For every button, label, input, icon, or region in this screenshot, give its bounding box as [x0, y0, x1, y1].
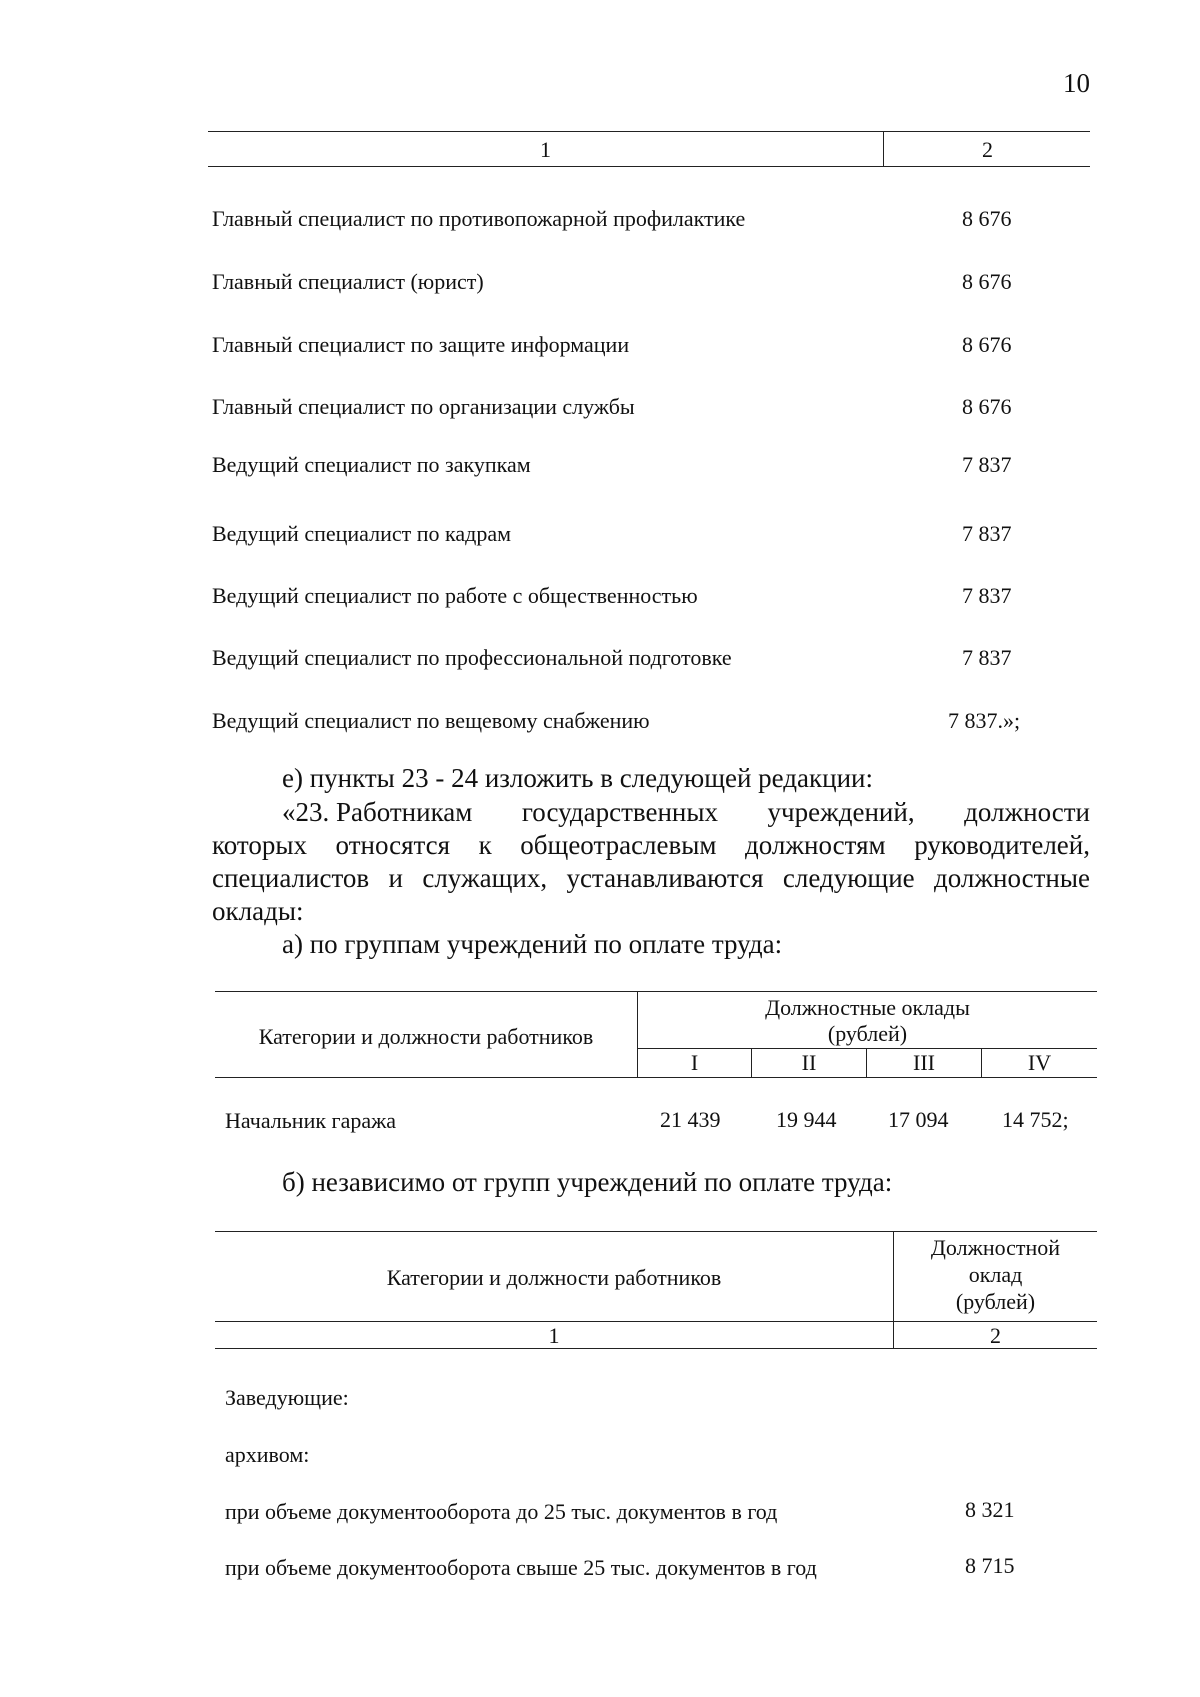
table3-row-value: 8 715 [965, 1553, 1015, 1578]
word: государственных [521, 797, 719, 827]
table3-header-rule [215, 1321, 1097, 1322]
paragraph-23-line-4: оклады: [212, 896, 304, 926]
table1-row-name: Ведущий специалист по работе с общественностью [212, 583, 698, 608]
table1-row-value: 7 837 [962, 583, 1012, 608]
table2-salary-unit: (рублей) [827, 1021, 908, 1046]
table2-row-value: 14 752; [1002, 1107, 1069, 1132]
table2-row-value: 19 944 [776, 1107, 837, 1132]
table2-group-header: IV [1027, 1050, 1052, 1075]
table1-row-name: Ведущий специалист по кадрам [212, 521, 512, 546]
table3-row-name: при объеме документооборота свыше 25 тыс. документов в год [225, 1555, 817, 1580]
word: специалистов [212, 863, 370, 893]
table3-top-rule [215, 1231, 1097, 1232]
table2-group-header: I [690, 1050, 699, 1075]
table1-column-divider [883, 131, 884, 167]
table3-salary-unit: (рублей) [955, 1289, 1036, 1314]
table2-subheader-rule [638, 1048, 1097, 1049]
table1-row-value: 8 676 [962, 206, 1012, 231]
table1-header-rule [208, 166, 1090, 167]
table3-salary-header: Должностной [930, 1235, 1061, 1260]
item-b-text: б) независимо от групп учреждений по оплате труда: [282, 1167, 893, 1197]
table2-row-name: Начальник гаража [225, 1108, 397, 1133]
table1-row-value: 7 837 [962, 521, 1012, 546]
word: устанавливаются [566, 863, 764, 893]
table2-top-rule [215, 991, 1097, 992]
word: должностные [934, 863, 1090, 893]
table1-row-value: 8 676 [962, 332, 1012, 357]
table3-col1-number: 1 [548, 1323, 560, 1348]
table2-group-header: III [913, 1050, 935, 1075]
table1-row-name: Главный специалист по организации службы [212, 394, 635, 419]
paragraph-23-line-3 [212, 863, 1090, 894]
table3-row-name: Заведующие: [225, 1385, 349, 1410]
word: руководителей, [914, 830, 1090, 860]
table1-row-value: 7 837.»; [948, 708, 1021, 733]
table1-row-name: Ведущий специалист по профессиональной подготовке [212, 645, 732, 670]
table1-col2-number: 2 [982, 137, 993, 162]
word: к [478, 830, 492, 860]
table1-row-value: 7 837 [962, 645, 1012, 670]
table1-row-value: 8 676 [962, 394, 1012, 419]
table2-category-header: Категории и должности работников [258, 1024, 594, 1049]
table1-row-name: Ведущий специалист по вещевому снабжению [212, 708, 650, 733]
table3-col2-number: 2 [990, 1323, 1001, 1348]
word: «23. Работникам [282, 797, 473, 827]
item-e-text: е) пункты 23 - 24 изложить в следующей редакции: [282, 763, 873, 793]
word: должностям [745, 830, 886, 860]
word: которых [212, 830, 307, 860]
table2-group-header: II [801, 1050, 817, 1075]
table1-row-value: 7 837 [962, 452, 1012, 477]
word: должности [964, 797, 1090, 827]
table1-row-value: 8 676 [962, 269, 1012, 294]
table1-top-rule [208, 131, 1090, 132]
table1-col1-number: 1 [540, 137, 551, 162]
table2-row-value: 17 094 [888, 1107, 949, 1132]
table2-row-value: 21 439 [660, 1107, 721, 1132]
word: и [388, 863, 403, 893]
table3-row-name: архивом: [225, 1442, 310, 1467]
item-a-text: а) по группам учреждений по оплате труда: [282, 929, 783, 959]
paragraph-23-line-1 [282, 797, 1090, 828]
table1-row-name: Главный специалист по противопожарной профилактике [212, 206, 746, 231]
table1-row-name: Ведущий специалист по закупкам [212, 452, 531, 477]
table1-row-name: Главный специалист по защите информации [212, 332, 630, 357]
table1-row-name: Главный специалист (юрист) [212, 269, 484, 294]
word: общеотраслевым [520, 830, 717, 860]
page-number: 10 [1063, 68, 1090, 98]
table3-row-name: при объеме документооборота до 25 тыс. документов в год [225, 1499, 778, 1524]
table2-header-rule [215, 1077, 1097, 1078]
word: служащих, [422, 863, 548, 893]
paragraph-23-line-2 [212, 830, 1090, 861]
table2-salary-header: Должностные оклады [765, 995, 970, 1020]
word: учреждений, [767, 797, 915, 827]
word: следующие [782, 863, 915, 893]
table3-category-header: Категории и должности работников [386, 1265, 722, 1290]
table3-salary-header: оклад [968, 1262, 1023, 1287]
table3-row-value: 8 321 [965, 1497, 1015, 1522]
word: относятся [335, 830, 451, 860]
